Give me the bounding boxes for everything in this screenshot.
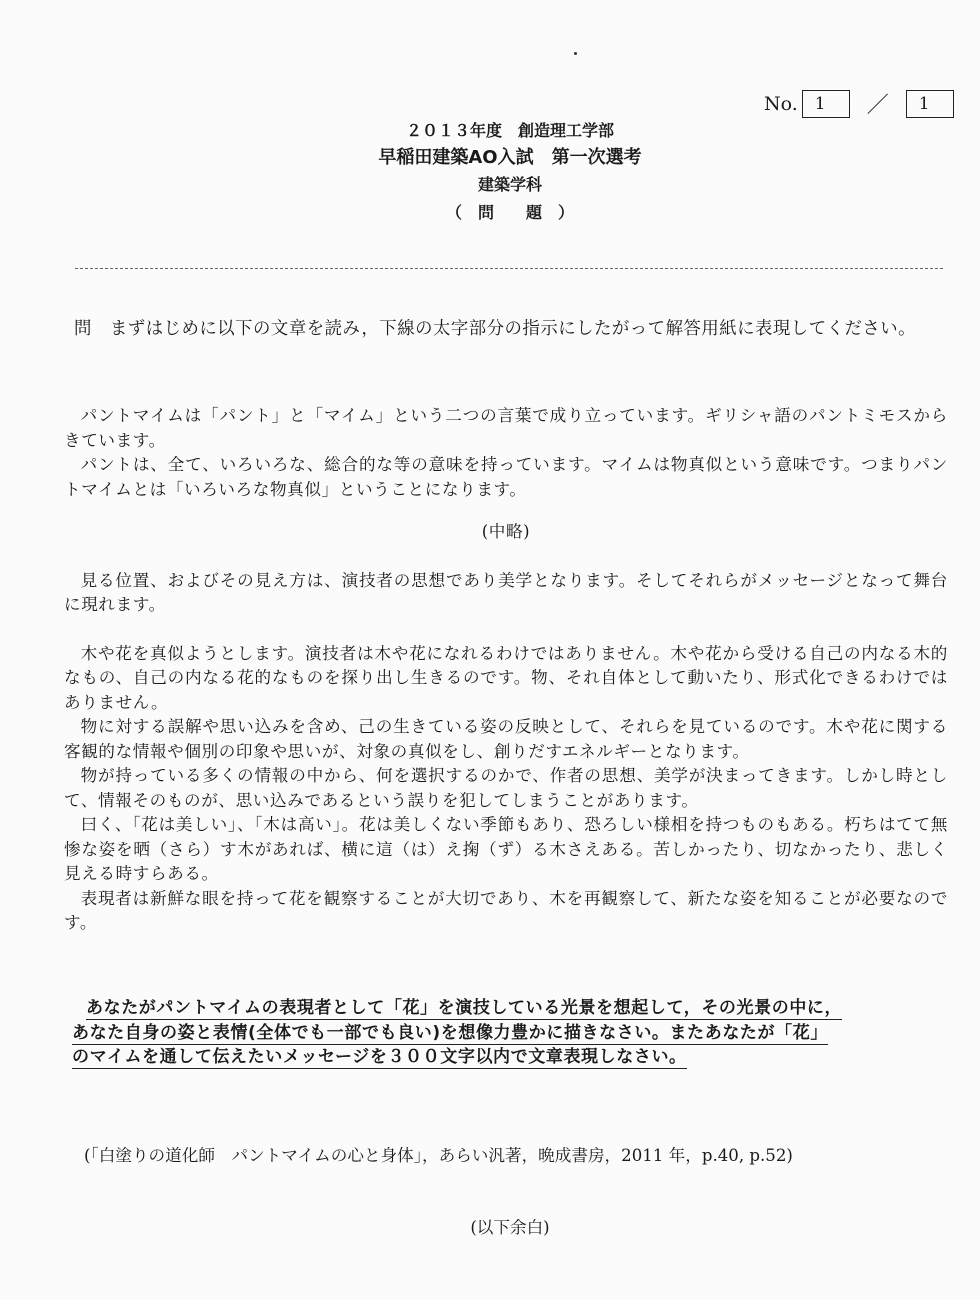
question-prefix: 問 (74, 319, 92, 339)
passage-paragraph-6: 物が持っている多くの情報の中から、何を選択するのかで、作者の思想、美学が決まってきます。しかし時として、情報そのものが、思い込みであるという誤りを犯してしまうことがあります。 (64, 766, 948, 810)
passage-paragraph-8: 表現者は新鮮な眼を持って花を観察することが大切であり、木を再観察して、新たな姿を知ることが必要なのです。 (64, 888, 948, 932)
passage-paragraph-2: パントは、全て、いろいろな、総合的な等の意味を持っています。マイムは物真似という意味です。つまりパントマイムとは「いろいろな物真似」ということになります。 (64, 455, 948, 499)
header-department: 建築学科 (477, 175, 542, 194)
header-year-faculty: ２０１３年度 創造理工学部 (405, 121, 614, 140)
dashed-divider (75, 268, 943, 269)
passage-paragraph-1: パントマイムは「パント」と「マイム」という二つの言葉で成り立っています。ギリシャ語のパントミモスからきています。 (64, 406, 948, 450)
page-number-label: No. (764, 92, 798, 115)
task-line-2: あなた自身の姿と表情(全体でも一部でも良い)を想像力豊かに描きなさい。またあなたが「花」 (72, 1022, 828, 1043)
header-questions-label: （ 問 題 ） (445, 203, 574, 222)
question-text: まずはじめに以下の文章を読み，下線の太字部分の指示にしたがって解答用紙に表現してください。 (109, 319, 917, 339)
passage-paragraph-3: 見る位置、およびその見え方は、演技者の思想であり美学となります。そしてそれらがメッセージとなって舞台に現れます。 (64, 570, 948, 614)
citation: (「白塗りの道化師 パントマイムの心と身体」，あらい汎著，晩成書房，2011 年，p.40, p.52) (84, 1146, 793, 1165)
page-separator: ／ (866, 93, 889, 118)
question-instruction (74, 314, 974, 339)
header-exam-title: 早稲田建築AO入試 第一次選考 (378, 147, 642, 168)
underlined-task (72, 996, 952, 1070)
page-current-box: 1 (802, 90, 850, 118)
passage-paragraph-7: 曰く、「花は美しい」、「木は高い」。花は美しくない季節もあり、恐ろしい様相を持つものもある。朽ちはてて無惨な姿を晒（さら）す木があれば、横に這（は）え掬（ず）る木さえある。苦しかったり、切なかったり、悲しく見える時すらある。 (64, 815, 948, 883)
passage-omission: (中略) (481, 522, 531, 541)
task-line-3: のマイムを通して伝えたいメッセージを３００文字以内で文章表現しなさい。 (72, 1047, 687, 1067)
page-total-box: 1 (906, 90, 954, 118)
page-number (764, 88, 954, 119)
passage-paragraph-4: 木や花を真似ようとします。演技者は木や花になれるわけではありません。木や花から受ける自己の内なる木的なもの、自己の内なる花的なものを探り出し生きるのです。物、それ自体として動いたり、形式化できるわけではありません。 (64, 643, 948, 712)
scan-speck (574, 52, 577, 55)
exam-header (0, 118, 980, 228)
remainder-blank-note: (以下余白) (470, 1218, 550, 1237)
task-line-1: あなたがパントマイムの表現者として「花」を演技している光景を想起して，その光景の中に， (86, 998, 843, 1018)
passage (64, 404, 948, 936)
passage-paragraph-5: 物に対する誤解や思い込みを含め、己の生きている姿の反映として、それらを見ているのです。木や花に関する客観的な情報や個別の印象や思いが、対象の真似をし、創りだすエネルギーとなります。 (64, 717, 948, 761)
